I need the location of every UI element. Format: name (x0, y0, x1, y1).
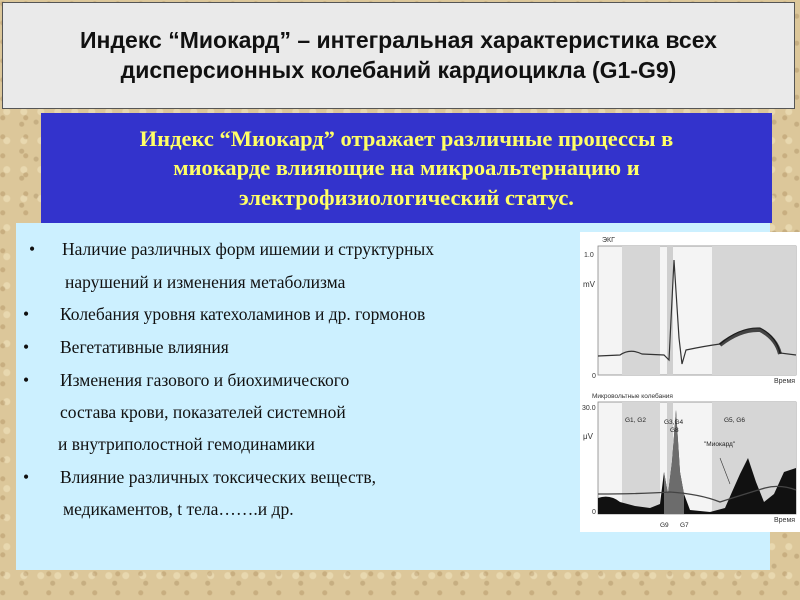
subtitle-line-2: миокарде влияющие на микроальтернацию и (173, 155, 640, 181)
micro-y-top: 30.0 (582, 405, 596, 412)
bullet-4-line-2: состава крови, показателей системной (60, 402, 346, 422)
subtitle-banner (41, 113, 772, 223)
slide-title (2, 2, 795, 109)
ecg-shade-pwave (622, 246, 660, 375)
ecg-y-zero: 0 (592, 373, 596, 380)
ecg-y-top: 1.0 (584, 252, 594, 259)
bullet-4-line-1: Изменения газового и биохимического (60, 370, 350, 390)
micro-y-unit: μV (583, 432, 593, 441)
bullet-marker: • (23, 370, 30, 390)
bullet-5-line-2: медикаментов, t тела…….и др. (63, 499, 294, 519)
bullet-1-line-2: нарушений и изменения метаболизма (65, 272, 346, 292)
ecg-y-unit: mV (583, 280, 595, 289)
bullet-marker: • (29, 239, 36, 259)
micro-title: Микровольтные колебания (592, 393, 673, 400)
bullet-1-line-1: Наличие различных форм ишемии и структурных (62, 239, 435, 259)
ecg-microvolt-figure (580, 232, 800, 532)
label-g7: G7 (680, 522, 689, 529)
title-line-2: дисперсионных колебаний кардиоцикла (G1-G9) (120, 56, 677, 83)
bullet-4-line-3: и внутриполостной гемодинамики (58, 434, 315, 454)
label-g5g6: G5, G6 (724, 417, 745, 424)
bullet-5-line-1: Влияние различных токсических веществ, (60, 467, 377, 487)
label-g3g4: G3,G4 (664, 419, 684, 426)
bullet-marker: • (23, 337, 30, 357)
label-g1g2: G1, G2 (625, 417, 646, 424)
ecg-shade-twave (712, 246, 796, 375)
micro-y-zero: 0 (592, 509, 596, 516)
bullet-3: Вегетативные влияния (60, 337, 229, 357)
bullet-marker: • (23, 467, 30, 487)
label-g9: G9 (660, 522, 669, 529)
subtitle-line-1: Индекс “Миокард” отражает различные процессы в (139, 126, 674, 152)
bullet-2: Колебания уровня катехоламинов и др. гормонов (60, 304, 426, 324)
label-myocard: "Миокард" (704, 441, 736, 448)
subtitle-line-3: электрофизиологический статус. (239, 184, 574, 210)
ecg-title: ЭКГ (602, 237, 615, 244)
figure-svg (580, 232, 800, 532)
title-line-1: Индекс “Миокард” – интегральная характеристика всех (80, 26, 717, 53)
bullet-marker: • (23, 304, 30, 324)
micro-x-label: Время (774, 517, 796, 524)
ecg-shade-qrs (667, 246, 673, 375)
label-g8: G8 (670, 427, 679, 434)
ecg-x-label: Время (774, 378, 796, 385)
